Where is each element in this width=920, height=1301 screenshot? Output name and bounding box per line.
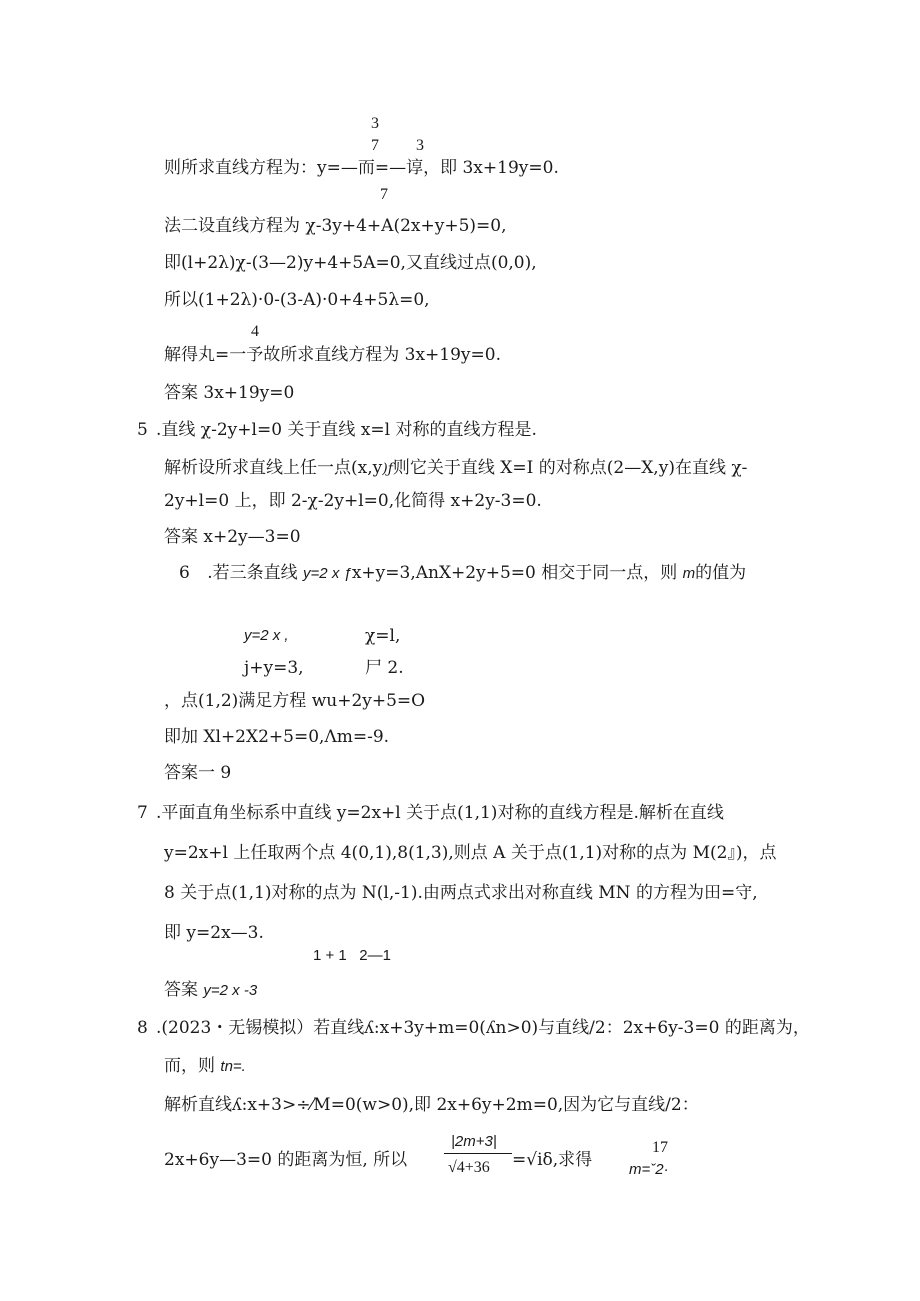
analysis-line: 2y+l=0 上，即 2-χ-2y+l=0,化简得 x+2y-3=0. — [164, 491, 542, 511]
text-line: 则所求直线方程为：y=—而=—谆，即 3x+19y=0. — [164, 158, 559, 178]
answer-label: 答案 — [164, 980, 198, 1000]
question-stem-line — [164, 1058, 246, 1075]
variable-expression: tn=. — [220, 1058, 246, 1075]
text-line: 即加 Xl+2X2+5=0,Λm=-9. — [164, 727, 390, 747]
question-number: 7 — [137, 803, 148, 823]
analysis-line — [164, 460, 747, 477]
answer-line: 答案 3x+19y=0 — [164, 383, 295, 403]
text-line: y=2x+l 上任取两个点 4(0,1),8(1,3),则点 A 关于点(1,1)对称的点为 M(2』)，点 — [164, 843, 777, 863]
fraction-numerator: 3 — [416, 137, 424, 154]
question-number: 5 — [137, 420, 148, 440]
question-number: 8 — [137, 1018, 148, 1038]
fraction-denominator: 7 — [380, 186, 388, 203]
fraction-digit: 7 — [371, 137, 379, 154]
text-line: 所以(1+2λ)·0-(3-A)·0+4+5λ=0, — [164, 290, 430, 310]
question-stem: .(2023・无锡模拟）若直线ʎ:x+3y+m=0(ʎn>0)与直线/2：2x+6y-3=0 的距离为， — [156, 1018, 810, 1038]
text-line: =√iδ,求得 — [512, 1150, 593, 1170]
question-number: 6 — [179, 563, 190, 583]
fraction-numerator: 3 — [371, 115, 379, 132]
fraction-bar — [444, 1153, 512, 1154]
question-stem: x+y=3,AnX+2y+5=0 相交于同一点，则 — [351, 563, 678, 583]
question-stem: .直线 χ-2y+l=0 关于直线 x=l 对称的直线方程是. — [156, 420, 537, 440]
equation-italic: y=2 x ƒ — [303, 565, 352, 582]
system-equation: j+y=3, — [244, 658, 304, 678]
text-line: ，点(1,2)满足方程 wu+2y+5=O — [164, 691, 426, 711]
text-line: 解得丸=一予故所求直线方程为 3x+19y=0. — [164, 345, 501, 365]
result-expression: m=ˇ2· — [629, 1161, 669, 1178]
fraction-denominator: √4+36 — [448, 1159, 490, 1176]
result-numerator: 17 — [652, 1139, 668, 1156]
analysis-text: 则它关于直线 X=I 的对称点(2—X,y)在直线 χ- — [392, 458, 748, 478]
system-solution: χ=l, — [365, 626, 401, 646]
text-line: 即 y=2x—3. — [164, 923, 264, 943]
variable-m: m — [682, 565, 696, 582]
fraction-numerator: 4 — [251, 323, 259, 340]
text-line: 8 关于点(1,1)对称的点为 N(l,-1).由两点式求出对称直线 MN 的方程为田=守, — [164, 883, 758, 903]
system-equation: y=2 x , — [244, 627, 289, 644]
analysis-line: 2x+6y—3=0 的距离为恒, 所以 — [164, 1150, 408, 1170]
text-line: 法二设直线方程为 χ-3y+4+A(2x+y+5)=0, — [164, 216, 507, 236]
answer-line: 答案一 9 — [164, 763, 232, 783]
system-solution: 尸 2. — [365, 658, 404, 678]
analysis-line: 解析直线ʎ:x+3>÷⁄M=0(w>0),即 2x+6y+2m=0,因为它与直线/2： — [164, 1095, 699, 1115]
analysis-subscript: )ƒ — [382, 461, 393, 477]
question-stem: .平面直角坐标系中直线 y=2x+l 关于点(1,1)对称的直线方程是.解析在直线 — [156, 803, 724, 823]
fraction-numerator: |2m+3| — [451, 1133, 497, 1150]
answer-line — [164, 982, 257, 999]
analysis-text: 解析设所求直线上任一点(x,y — [164, 458, 383, 478]
question-stem: 的值为 — [695, 563, 747, 583]
question-stem-line — [179, 565, 746, 582]
question-stem: 而，则 — [164, 1056, 215, 1076]
text-line: 即(l+2λ)χ-(3—2)y+4+5A=0,又直线过点(0,0), — [164, 253, 537, 273]
fraction-denominators: 1 + 1 2—1 — [313, 947, 391, 964]
answer-line: 答案 x+2y—3=0 — [164, 527, 301, 547]
question-stem: .若三条直线 — [207, 563, 298, 583]
answer-expression: y=2 x -3 — [203, 982, 258, 999]
